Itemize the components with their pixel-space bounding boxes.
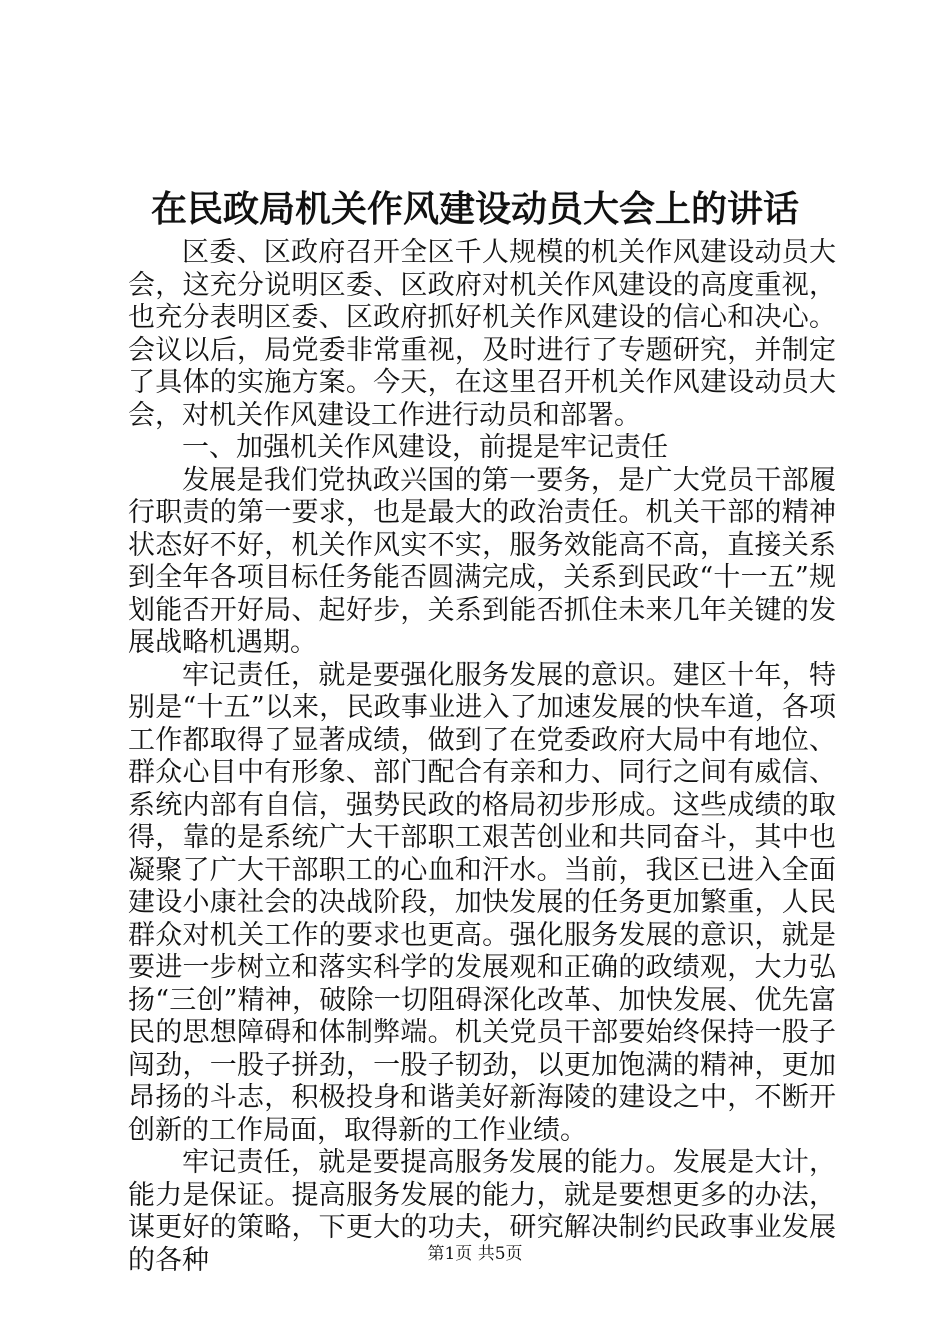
paragraph-service-awareness: 牢记责任，就是要强化服务发展的意识。建区十年，特别是“十五”以来，民政事业进入了加速发展的快车道，各项工作都取得了显著成绩，做到了在党委政府大局中有地位、群众心目中有形象、部门配合有亲和力、同行之间有威信、系统内部有自信，强势民政的格局初步形成。这些成绩的取得，靠的是系统广大干部职工艰苦创业和共同奋斗，其中也凝聚了广大干部职工的心血和汗水。当前，我区已进入全面建设小康社会的决战阶段，加快发展的任务更加繁重，人民群众对机关工作的要求也更高。强化服务发展的意识，就是要进一步树立和落实科学的发展观和正确的政绩观，大力弘扬“三创”精神，破除一切阻碍深化改革、加快发展、优先富民的思想障碍和体制弊端。机关党员干部要始终保持一股子闯劲，一股子拼劲，一股子韧劲，以更加饱满的精神，更加昂扬的斗志，积极投身和谐美好新海陵的建设之中，不断开创新的工作局面，取得新的工作业绩。 — [128, 659, 836, 1146]
page-number-footer: 第1页 共5页 — [427, 1244, 523, 1264]
paragraph-service-ability: 牢记责任，就是要提高服务发展的能力。发展是大计，能力是保证。提高服务发展的能力，就是要想更多的办法，谋更好的策略，下更大的功夫，研究解决制约民政事业发展的各种 — [128, 1147, 836, 1276]
section-heading-1: 一、加强机关作风建设，前提是牢记责任 — [182, 432, 668, 463]
paragraph-intro: 区委、区政府召开全区千人规模的机关作风建设动员大会，这充分说明区委、区政府对机关作风建设的高度重视，也充分表明区委、区政府抓好机关作风建设的信心和决心。会议以后，局党委非常重视，及时进行了专题研究，并制定了具体的实施方案。今天，在这里召开机关作风建设动员大会，对机关作风建设工作进行动员和部署。 — [128, 237, 836, 431]
paragraph-development: 发展是我们党执政兴国的第一要务，是广大党员干部履行职责的第一要求，也是最大的政治责任。机关干部的精神状态好不好，机关作风实不实，服务效能高不高，直接关系到全年各项目标任务能否圆满完成，关系到民政“十一五”规划能否开好局、起好步，关系到能否抓住未来几年关键的发展战略机遇期。 — [128, 464, 836, 658]
document-title: 在民政局机关作风建设动员大会上的讲话 — [150, 188, 799, 230]
document-body — [128, 237, 836, 1277]
